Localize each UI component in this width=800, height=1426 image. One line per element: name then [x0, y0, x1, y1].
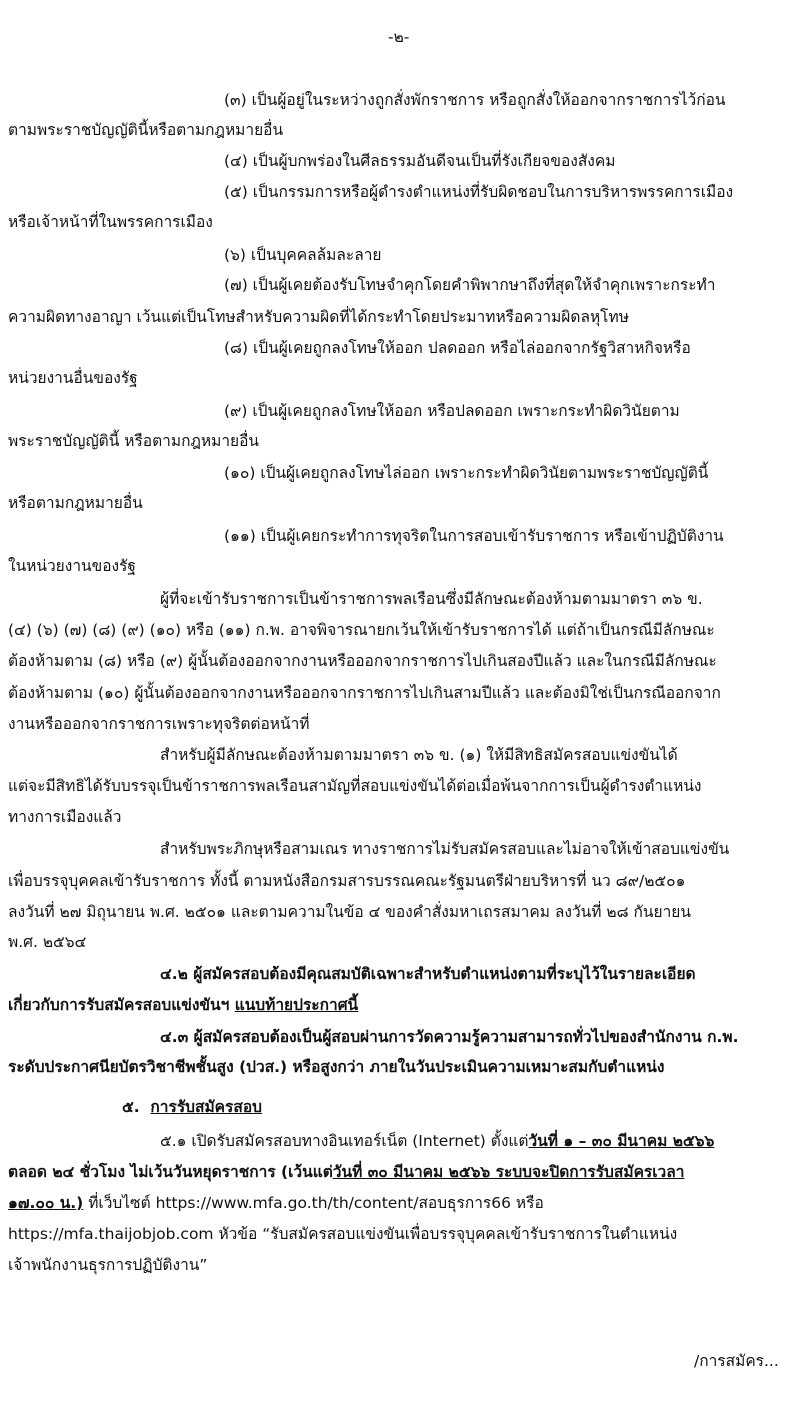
- section-4-2-text: เกี่ยวกับการรับสมัครสอบแข่งขันฯ: [8, 996, 235, 1014]
- section-5-1-line-1: [160, 1130, 714, 1152]
- exempt-para-line-5: งานหรือออกจากราชการเพราะทุจริตต่อหน้าที่: [8, 715, 310, 733]
- item-7-line-1: (๗) เป็นผู้เคยต้องรับโทษจำคุกโดยคำพิพากษาถึงที่สุดให้จำคุกเพราะกระทำ: [224, 276, 716, 294]
- item-11-line-2: ในหน่วยงานของรัฐ: [8, 557, 136, 575]
- section-5-1-line-3: [8, 1192, 544, 1214]
- item-11-line-1: (๑๑) เป็นผู้เคยกระทำการทุจริตในการสอบเข้ารับราชการ หรือเข้าปฏิบัติงาน: [224, 527, 724, 545]
- continuation-text: /การสมัคร...: [694, 1352, 779, 1370]
- monk-para-line-4: พ.ศ. ๒๕๖๔: [8, 933, 87, 951]
- item-9-line-1: (๙) เป็นผู้เคยถูกลงโทษให้ออก หรือปลดออก เพราะกระทำผิดวินัยตาม: [224, 402, 680, 420]
- application-dates: วันที่ ๑ – ๓๐ มีนาคม ๒๕๖๖: [528, 1132, 715, 1150]
- hours-text: ตลอด ๒๔ ชั่วโมง ไม่เว้นวันหยุดราชการ (เว้นแต่: [8, 1163, 333, 1181]
- political-para-line-1: สำหรับผู้มีลักษณะต้องห้ามตามมาตรา ๓๖ ข. (๑) ให้มีสิทธิสมัครสอบแข่งขันได้: [160, 746, 678, 764]
- political-para-line-2: แต่จะมีสิทธิได้รับบรรจุเป็นข้าราชการพลเรือนสามัญที่สอบแข่งขันได้ต่อเมื่อพ้นจากการเป็นผู้ดำรงตำแหน่ง: [8, 777, 702, 795]
- item-10-line-2: หรือตามกฎหมายอื่น: [8, 494, 143, 512]
- closing-date: วันที่ ๓๐ มีนาคม ๒๕๖๖ ระบบจะปิดการรับสมัครเวลา: [332, 1163, 685, 1181]
- political-para-line-3: ทางการเมืองแล้ว: [8, 808, 122, 826]
- item-4-line-1: (๔) เป็นผู้บกพร่องในศีลธรรมอันดีจนเป็นที่รังเกียจของสังคม: [224, 152, 616, 170]
- item-8-line-2: หน่วยงานอื่นของรัฐ: [8, 369, 138, 387]
- exempt-para-line-2: (๔) (๖) (๗) (๘) (๙) (๑๐) หรือ (๑๑) ก.พ. อาจพิจารณายกเว้นให้เข้ารับราชการได้ แต่ถ้าเป็นกรณีมีลักษณะ: [8, 621, 715, 639]
- section-4-2-line-2: [8, 994, 358, 1016]
- section-4-2-line-1: ๔.๒ ผู้สมัครสอบต้องมีคุณสมบัติเฉพาะสำหรับตำแหน่งตามที่ระบุไว้ในรายละเอียด: [160, 965, 696, 983]
- item-7-line-2: ความผิดทางอาญา เว้นแต่เป็นโทษสำหรับความผิดที่ได้กระทำโดยประมาทหรือความผิดลหุโทษ: [8, 308, 629, 326]
- item-5-line-2: หรือเจ้าหน้าที่ในพรรคการเมือง: [8, 213, 213, 231]
- item-6-line-1: (๖) เป็นบุคคลล้มละลาย: [224, 246, 382, 264]
- page-number: -๒-: [388, 28, 410, 46]
- section-5-1-line-5: เจ้าพนักงานธุรการปฏิบัติงาน”: [8, 1256, 208, 1274]
- section-5-title: การรับสมัครสอบ: [150, 1098, 262, 1116]
- exempt-para-line-4: ต้องห้ามตาม (๑๐) ผู้นั้นต้องออกจากงานหรือออกจากราชการไปเกินสามปีแล้ว และต้องมิใช่เป็นกรณีออกจาก: [8, 684, 721, 702]
- exempt-para-line-3: ต้องห้ามตาม (๘) หรือ (๙) ผู้นั้นต้องออกจากงานหรือออกจากราชการไปเกินสองปีแล้ว และในกรณีมีลักษณะ: [8, 652, 717, 670]
- website-text: ที่เว็บไซต์ https://www.mfa.go.th/th/content/สอบธุรการ66 หรือ: [83, 1194, 544, 1212]
- exempt-para-line-1: ผู้ที่จะเข้ารับราชการเป็นข้าราชการพลเรือนซึ่งมีลักษณะต้องห้ามตามมาตรา ๓๖ ข.: [160, 590, 703, 608]
- section-5-1-line-4: https://mfa.thaijobjob.com หัวข้อ “รับสมัครสอบแข่งขันเพื่อบรรจุบุคคลเข้ารับราชการในตำแหน่ง: [8, 1225, 678, 1243]
- item-10-line-1: (๑๐) เป็นผู้เคยถูกลงโทษไล่ออก เพราะกระทำผิดวินัยตามพระราชบัญญัตินี้: [224, 464, 709, 482]
- monk-para-line-2: เพื่อบรรจุบุคคลเข้ารับราชการ ทั้งนี้ ตามหนังสือกรมสารบรรณคณะรัฐมนตรีฝ่ายบริหารที่ นว ๘๙/๒๕๐๑: [8, 872, 686, 890]
- section-5-heading: [122, 1096, 262, 1118]
- item-9-line-2: พระราชบัญญัตินี้ หรือตามกฎหมายอื่น: [8, 432, 260, 450]
- item-3-line-1: (๓) เป็นผู้อยู่ในระหว่างถูกสั่งพักราชการ หรือถูกสั่งให้ออกจากราชการไว้ก่อน: [224, 91, 726, 109]
- closing-time: ๑๗.๐๐ น.): [8, 1194, 84, 1212]
- section-5-number: ๕.: [122, 1098, 140, 1116]
- section-5-1-text: ๕.๑ เปิดรับสมัครสอบทางอินเทอร์เน็ต (Internet) ตั้งแต่: [160, 1132, 529, 1150]
- monk-para-line-3: ลงวันที่ ๒๗ มิถุนายน พ.ศ. ๒๕๐๑ และตามความในข้อ ๔ ของคำสั่งมหาเถรสมาคม ลงวันที่ ๒๘ กันยายน: [8, 903, 691, 921]
- monk-para-line-1: สำหรับพระภิกษุหรือสามเณร ทางราชการไม่รับสมัครสอบและไม่อาจให้เข้าสอบแข่งขัน: [160, 840, 730, 858]
- item-8-line-1: (๘) เป็นผู้เคยถูกลงโทษให้ออก ปลดออก หรือไล่ออกจากรัฐวิสาหกิจหรือ: [224, 339, 691, 357]
- item-3-line-2: ตามพระราชบัญญัตินี้หรือตามกฎหมายอื่น: [8, 121, 284, 139]
- section-4-3-line-1: ๔.๓ ผู้สมัครสอบต้องเป็นผู้สอบผ่านการวัดความรู้ความสามารถทั่วไปของสำนักงาน ก.พ.: [160, 1028, 739, 1046]
- annex-reference: แนบท้ายประกาศนี้: [234, 996, 359, 1014]
- item-5-line-1: (๕) เป็นกรรมการหรือผู้ดำรงตำแหน่งที่รับผิดชอบในการบริหารพรรคการเมือง: [224, 183, 734, 201]
- section-5-1-line-2: [8, 1161, 684, 1183]
- section-4-3-line-2: ระดับประกาศนียบัตรวิชาชีพชั้นสูง (ปวส.) หรือสูงกว่า ภายในวันประเมินความเหมาะสมกับตำแหน่ง: [8, 1058, 665, 1076]
